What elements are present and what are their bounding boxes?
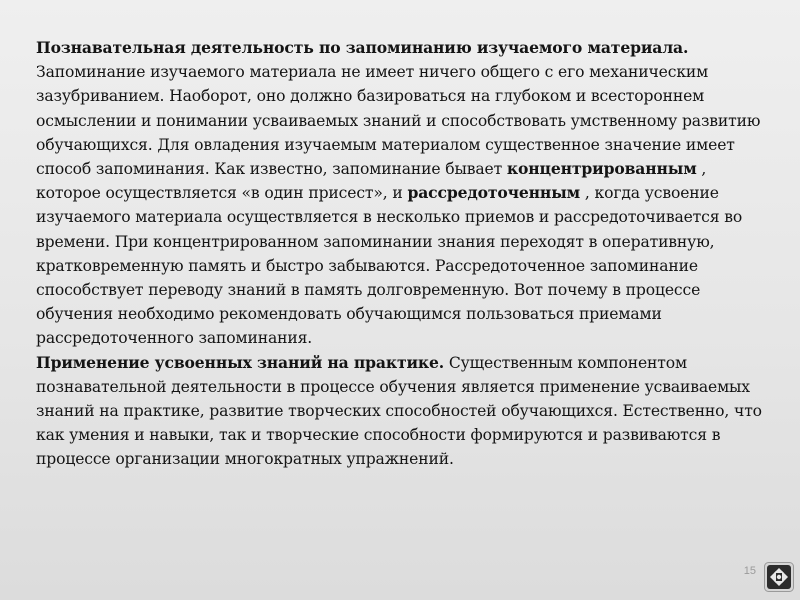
slide-body-text xyxy=(36,36,772,472)
application-text: Существенным компонентом познавательной деятельности в процессе обучения является применение усваиваемых знаний на практике, развитие творческих способностей обучающихся. Естественно, что как умения и навыки, так и творческие способности формируются и развиваются в процессе организации многократных упражнений. xyxy=(36,353,762,469)
paragraph-memorization xyxy=(36,36,772,351)
page-number: 15 xyxy=(743,565,756,577)
slide-navigation-icon[interactable] xyxy=(764,562,794,592)
navigation-controls-icon xyxy=(764,562,794,592)
term-concentrated: концентрированным xyxy=(506,159,697,179)
paragraph-application xyxy=(36,351,772,472)
memorization-text-part-2: , которое осуществляется «в один присест», и xyxy=(36,160,707,203)
term-distributed: рассредоточенным xyxy=(407,183,581,203)
heading-memorization: Познавательная деятельность по запоминанию изучаемого материала. xyxy=(36,38,689,57)
memorization-text-part-1: Запоминание изучаемого материала не имеет ничего общего с его механическим зазубриванием. Наоборот, оно должно базироваться на глубоком и всестороннем осмыслении и понимании усваиваемых знаний и способствовать умственному развитию обучающихся. Для овладения изучаемым материалом существенное значение имеет способ запоминания. Как известно, запоминание бывает xyxy=(36,63,761,179)
memorization-text-part-3: , когда усвоение изучаемого материала осуществляется в несколько приемов и рассредоточивается во времени. При концентрированном запоминании знания переходят в оперативную, кратковременную память и быстро забываются. Рассредоточенное запоминание способствует переводу знаний в память долговременную. Вот почему в процессе обучения необходимо рекомендовать обучающимся пользоваться приемами рассредоточенного запоминания. xyxy=(36,184,743,348)
heading-application: Применение усвоенных знаний на практике. xyxy=(36,352,445,372)
